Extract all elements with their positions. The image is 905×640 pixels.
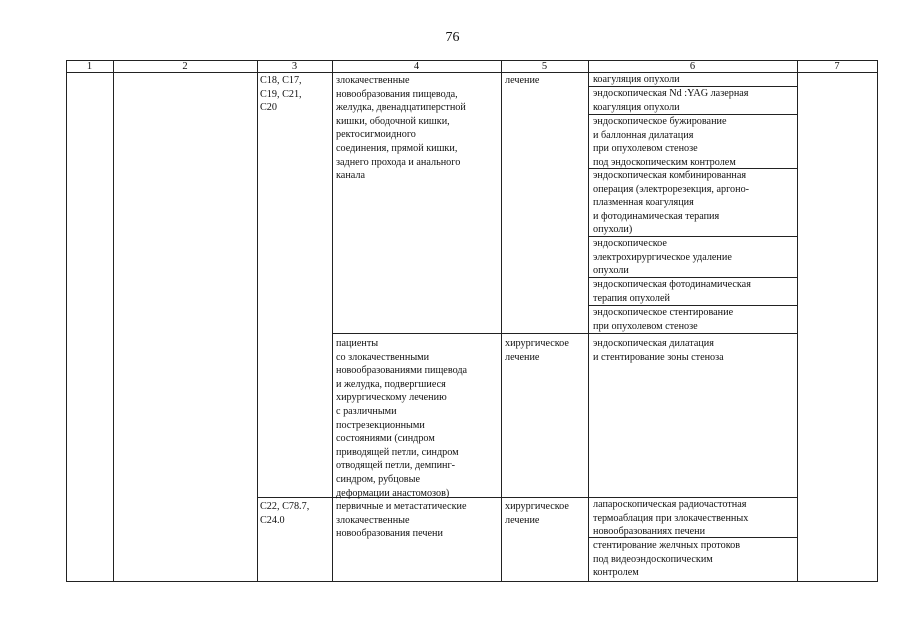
page-number: 76 xyxy=(445,30,460,45)
treatment-type: хирургическое лечение xyxy=(505,338,569,363)
treatment-type: лечение xyxy=(505,75,540,86)
col-border-1 xyxy=(113,60,114,582)
col-border-0 xyxy=(66,60,67,582)
method-text: эндоскопическая Nd :YAG лазерная коагуляция опухоли xyxy=(593,88,749,113)
diagnosis-codes: C18, C17, C19, C21, C20 xyxy=(260,75,302,114)
col-border-4 xyxy=(501,60,502,582)
header-col-2: 2 xyxy=(182,61,188,72)
header-col-3: 3 xyxy=(291,61,298,72)
col-border-3 xyxy=(332,60,333,582)
header-col-7: 7 xyxy=(834,61,840,72)
table-bottom-border xyxy=(66,581,878,582)
header-col-1: 1 xyxy=(86,61,93,72)
method-text: эндоскопическая комбинированная операция (электрорезекция, аргоно- плазменная коагуляция и фотодинамическая терапия опухоли) xyxy=(593,170,750,236)
diagnosis-codes: C22, C78.7, C24.0 xyxy=(260,501,310,526)
col-border-5 xyxy=(588,60,589,582)
header-col-6: 6 xyxy=(689,61,696,72)
method-text: эндоскопическое стентирование при опухолевом стенозе xyxy=(593,307,734,332)
method-text: стентирование желчных протоков под видеоэндоскопическим контролем xyxy=(593,540,741,579)
method-text: эндоскопическая фотодинамическая терапия опухолей xyxy=(593,279,751,304)
method-text: эндоскопическое бужирование и баллонная дилатация при опухолевом стенозе под эндоскопическим контролем xyxy=(593,116,736,168)
method-text: эндоскопическое электрохирургическое удаление опухоли xyxy=(593,238,732,277)
condition-text: первичные и метастатические злокачественные новообразования печени xyxy=(336,501,467,540)
condition-text: злокачественные новообразования пищевода, желудка, двенадцатиперстной кишки, ободочной кишки, ректосигмоидного соединения, прямой кишки, заднего прохода и анального канала xyxy=(336,75,466,182)
col-border-6 xyxy=(797,60,798,582)
method-text: лапароскопическая радиочастотная термоаблация при злокачественных новообразованиях печени xyxy=(593,499,749,538)
col-border-2 xyxy=(257,60,258,582)
condition-text: пациенты со злокачественными новообразованиями пищевода и желудка, подвергшиеся хирургическому лечению с различными пострезекционными состояниями (синдром приводящей петли, синдром отводящей петли, демпинг- синдром, рубцовые деформации анастомозов) xyxy=(336,338,468,499)
method-text: коагуляция опухоли xyxy=(593,74,680,85)
col-border-7 xyxy=(877,60,878,582)
row-separator-cond xyxy=(332,333,588,334)
treatment-type: хирургическое лечение xyxy=(505,501,569,526)
header-col-4: 4 xyxy=(413,61,420,72)
method-text: эндоскопическая дилатация и стентирование зоны стеноза xyxy=(593,338,724,363)
header-col-5: 5 xyxy=(541,61,548,72)
